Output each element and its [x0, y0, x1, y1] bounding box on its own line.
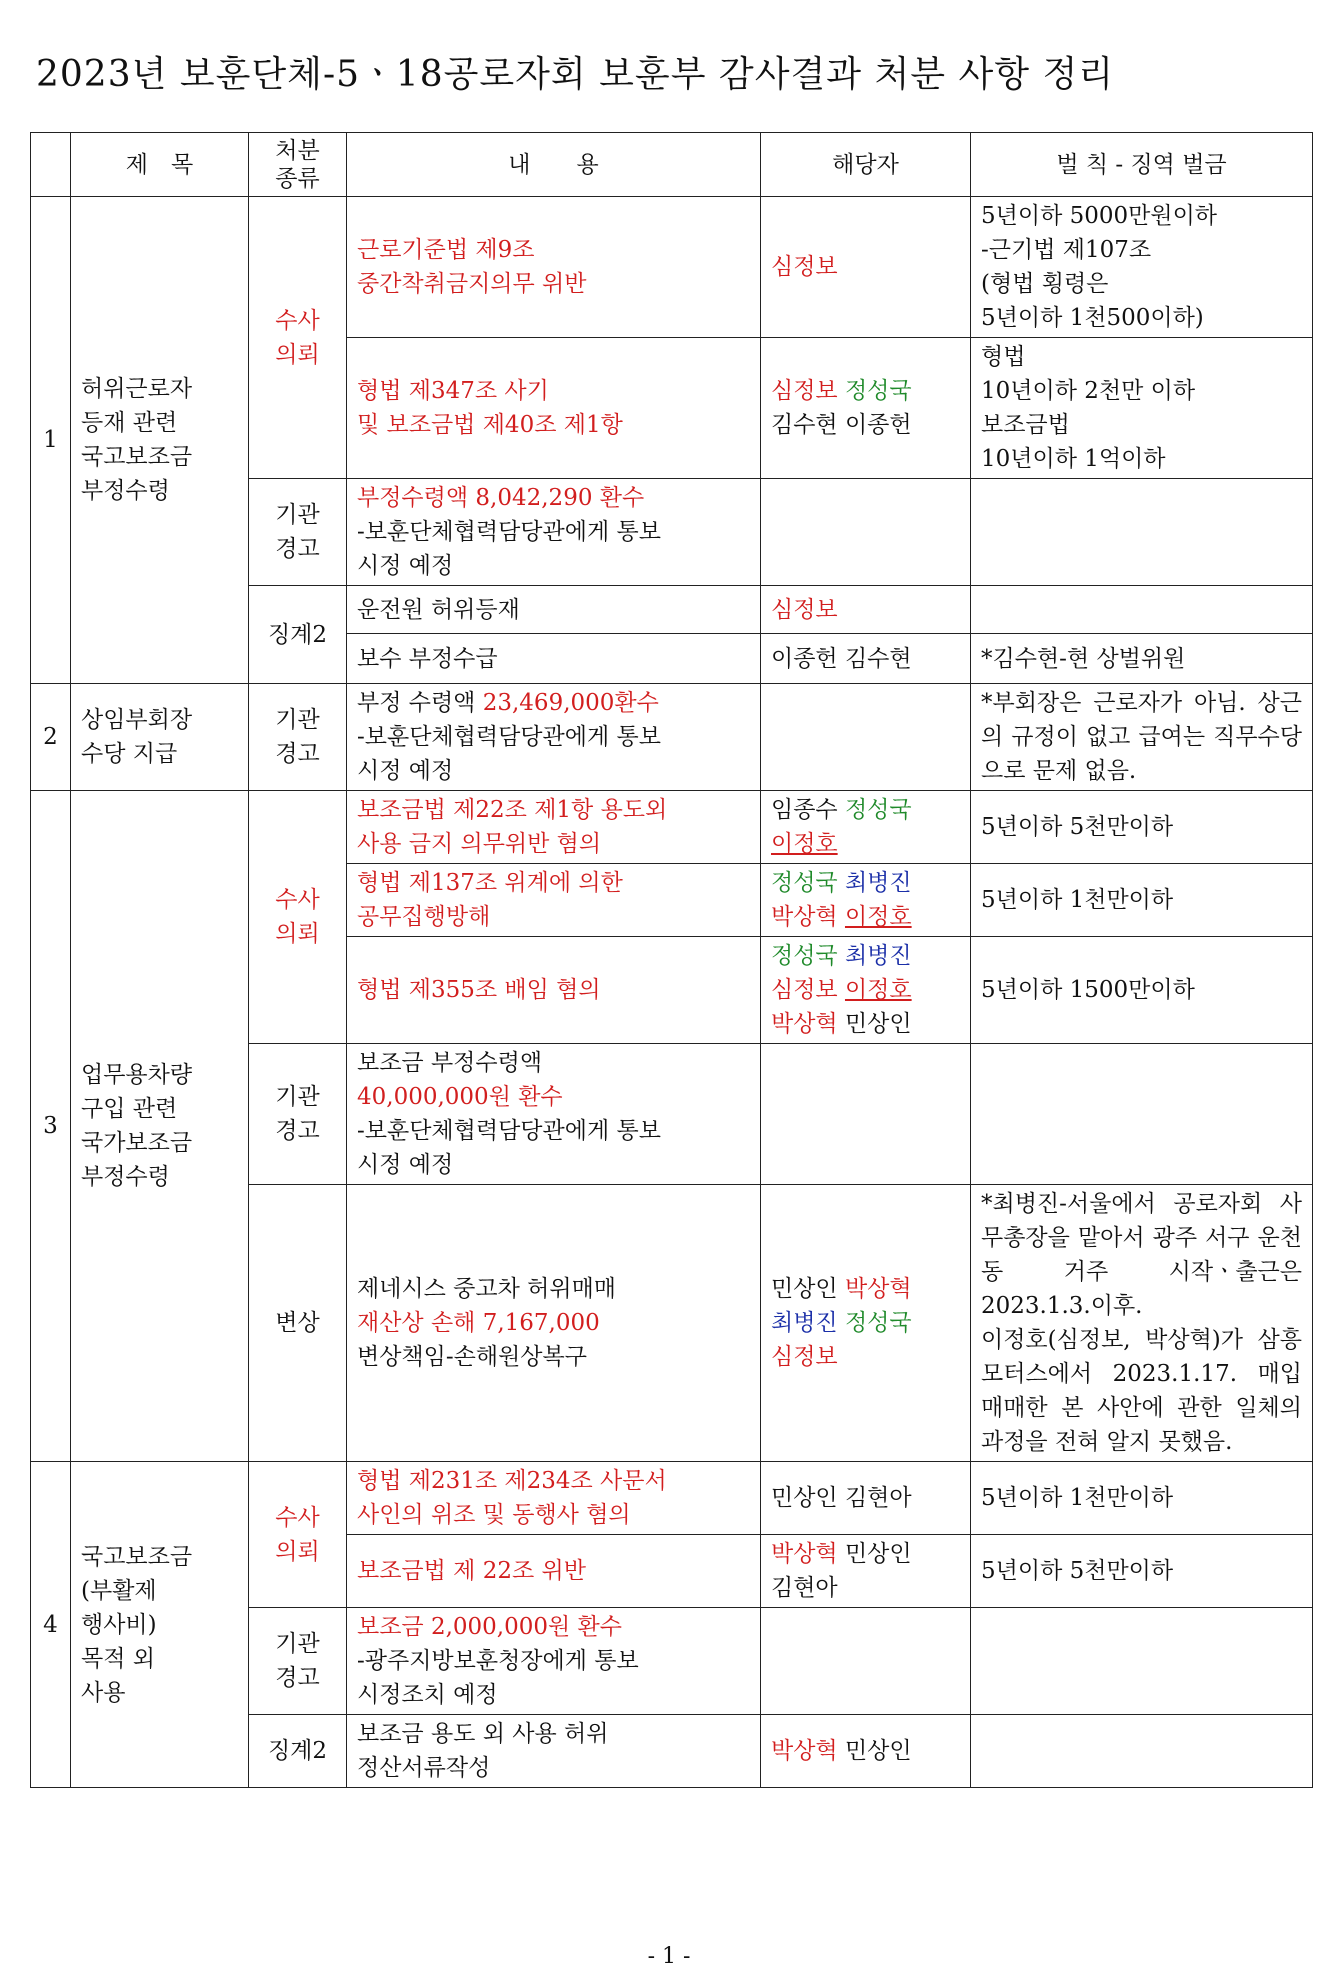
text-segment: 박상혁 — [771, 1738, 838, 1764]
text-segment: 정성국 — [771, 943, 838, 969]
disposition-type: 수사 의뢰 — [249, 197, 347, 479]
text-line — [357, 1080, 750, 1114]
content-cell — [347, 634, 761, 684]
content-cell — [347, 1715, 761, 1788]
text-line — [357, 1046, 750, 1080]
section-subject: 허위근로자 등재 관련 국고보조금 부정수령 — [71, 197, 249, 684]
person-cell — [761, 634, 971, 684]
text-line — [771, 250, 960, 284]
text-segment: 사용 금지 의무위반 혐의 — [357, 831, 602, 857]
content-cell — [347, 1185, 761, 1462]
text-segment: 최병진 — [844, 870, 912, 896]
text-line — [771, 793, 960, 827]
text-segment: 보조금 2,000,000원 환수 — [357, 1614, 622, 1640]
text-line — [357, 1272, 750, 1306]
text-segment: 시정조치 예정 — [357, 1682, 498, 1708]
text-line — [771, 900, 960, 934]
content-cell — [347, 1535, 761, 1608]
penalty-cell — [971, 479, 1313, 586]
text-segment: -광주지방보훈청장에게 통보 — [357, 1648, 639, 1674]
text-segment: 심정보 — [771, 378, 838, 404]
text-line — [357, 1751, 750, 1785]
text-segment: 이정호 — [844, 977, 912, 1003]
text-line — [357, 973, 750, 1007]
text-line — [357, 1340, 750, 1374]
text-segment: 형법 제137조 위계에 의한 — [357, 870, 623, 896]
person-cell — [761, 1185, 971, 1462]
person-cell — [761, 1535, 971, 1608]
text-line — [771, 866, 960, 900]
text-line — [771, 408, 960, 442]
text-line — [357, 267, 750, 301]
header-content: 내 용 — [347, 133, 761, 197]
text-segment: 시정 예정 — [357, 758, 454, 784]
text-line — [357, 481, 750, 515]
penalty-cell: 5년이하 1천만이하 — [971, 1462, 1313, 1535]
disposition-type: 수사 의뢰 — [249, 791, 347, 1044]
page-number: - 1 - — [647, 1944, 691, 1969]
text-segment: 민상인 — [837, 1011, 912, 1037]
text-segment: 시정 예정 — [357, 1152, 454, 1178]
penalty-cell — [971, 1715, 1313, 1788]
text-segment: 임종수 — [771, 797, 845, 823]
text-segment: 최병진 — [844, 943, 912, 969]
text-segment: 정산서류작성 — [357, 1755, 491, 1781]
text-segment: 형법 제231조 제234조 사문서 — [357, 1468, 667, 1494]
disposition-type: 기관 경고 — [249, 684, 347, 791]
penalty-cell: 5년이하 1500만이하 — [971, 937, 1313, 1044]
content-cell — [347, 1462, 761, 1535]
text-segment: 시정 예정 — [357, 553, 454, 579]
text-line — [357, 515, 750, 549]
content-cell — [347, 1044, 761, 1185]
text-segment: 정성국 — [844, 1310, 912, 1336]
penalty-cell: 5년이하 5천만이하 — [971, 1535, 1313, 1608]
penalty-cell: *최병진-서울에서 공로자회 사무총장을 맡아서 광주 서구 운천동 거주 시작ㆍ출근은 2023.1.3.이후. 이정호(심정보, 박상혁)가 삼흥모터스에서 2023.1.17. 매입 매매한 본 사안에 관한 일체의 과정을 전혀 알지 못했음. — [971, 1185, 1313, 1462]
text-line — [357, 1610, 750, 1644]
content-cell — [347, 586, 761, 634]
content-cell — [347, 1608, 761, 1715]
text-line — [357, 900, 750, 934]
text-line — [771, 1734, 960, 1768]
content-cell — [347, 479, 761, 586]
table-row — [31, 684, 1313, 791]
person-cell — [761, 864, 971, 937]
text-segment: 제네시스 중고차 허위매매 — [357, 1276, 617, 1302]
text-segment — [838, 943, 845, 969]
disposition-type: 기관 경고 — [249, 1044, 347, 1185]
person-cell — [761, 586, 971, 634]
text-segment: 최병진 — [771, 1310, 838, 1336]
disposition-type: 수사 의뢰 — [249, 1462, 347, 1608]
table-row — [31, 791, 1313, 864]
section-subject: 상임부회장 수당 지급 — [71, 684, 249, 791]
text-line — [771, 593, 960, 627]
text-segment: 사인의 위조 및 동행사 혐의 — [357, 1502, 631, 1528]
person-cell — [761, 1608, 971, 1715]
section-subject: 국고보조금 (부활제 행사비) 목적 외 사용 — [71, 1462, 249, 1788]
person-cell — [761, 479, 971, 586]
text-segment: 부정 수령액 — [357, 690, 483, 716]
penalty-cell — [971, 1044, 1313, 1185]
text-line — [357, 408, 750, 442]
text-line — [357, 1464, 750, 1498]
header-person: 해당자 — [761, 133, 971, 197]
text-segment — [838, 904, 845, 930]
disposition-type: 징계2 — [249, 1715, 347, 1788]
text-segment: -보훈단체협력담당관에게 통보 — [357, 519, 661, 545]
person-cell — [761, 1044, 971, 1185]
text-segment: 형법 제347조 사기 — [357, 378, 549, 404]
section-subject: 업무용차량 구입 관련 국가보조금 부정수령 — [71, 791, 249, 1462]
text-segment: 민상인 — [837, 1738, 912, 1764]
text-segment: 정성국 — [844, 797, 912, 823]
penalty-cell: 5년이하 5000만원이하 -근기법 제107조 (형법 횡령은 5년이하 1천500이하) — [971, 197, 1313, 338]
text-line — [357, 1498, 750, 1532]
text-segment: 심정보 — [771, 254, 838, 280]
person-cell — [761, 937, 971, 1044]
text-segment: 40,000,000원 환수 — [357, 1084, 563, 1110]
text-line — [357, 374, 750, 408]
text-segment: 민상인 — [771, 1276, 845, 1302]
header-subject: 제 목 — [71, 133, 249, 197]
text-segment: 운전원 허위등재 — [357, 596, 520, 623]
content-cell — [347, 684, 761, 791]
text-segment: 정성국 — [844, 378, 912, 404]
text-line — [771, 642, 960, 676]
text-segment: 변상책임-손해원상복구 — [357, 1344, 587, 1370]
text-line — [357, 549, 750, 583]
content-cell — [347, 864, 761, 937]
text-segment: 보조금법 제22조 제1항 용도외 — [357, 797, 668, 823]
text-line — [357, 866, 750, 900]
penalty-cell: 5년이하 5천만이하 — [971, 791, 1313, 864]
text-segment: 박상혁 — [771, 1541, 838, 1567]
text-segment: 이종헌 김수현 — [771, 645, 912, 672]
text-segment: 근로기준법 제9조 — [357, 237, 535, 263]
text-segment: 형법 제355조 배임 혐의 — [357, 977, 601, 1003]
text-segment: 심정보 — [771, 977, 838, 1003]
text-line — [357, 686, 750, 720]
text-line — [771, 1007, 960, 1041]
text-line — [357, 1678, 750, 1712]
text-line — [771, 973, 960, 1007]
section-number: 1 — [31, 197, 71, 684]
disposition-type: 징계2 — [249, 586, 347, 684]
text-line — [771, 374, 960, 408]
text-line — [357, 1306, 750, 1340]
table-row — [31, 1462, 1313, 1535]
text-line — [771, 1537, 960, 1571]
person-cell — [761, 791, 971, 864]
text-segment: 박상혁 — [771, 904, 838, 930]
text-segment: 보수 부정수급 — [357, 645, 498, 672]
text-line — [771, 1306, 960, 1340]
header-no — [31, 133, 71, 197]
section-number: 2 — [31, 684, 71, 791]
text-line — [357, 1554, 750, 1588]
text-line — [771, 1340, 960, 1374]
person-cell — [761, 338, 971, 479]
text-segment — [838, 1310, 845, 1336]
text-line — [771, 1571, 960, 1605]
text-segment: 및 보조금법 제40조 제1항 — [357, 412, 623, 438]
text-segment: 민상인 김현아 — [771, 1485, 912, 1511]
text-line — [357, 642, 750, 676]
text-line — [357, 827, 750, 861]
text-line — [357, 720, 750, 754]
text-line — [357, 593, 750, 627]
text-line — [771, 827, 960, 861]
text-segment: 심정보 — [771, 596, 838, 623]
text-segment: 박상혁 — [844, 1276, 912, 1302]
text-segment — [838, 977, 845, 1003]
content-cell — [347, 791, 761, 864]
section-number: 3 — [31, 791, 71, 1462]
person-cell — [761, 684, 971, 791]
content-cell — [347, 937, 761, 1044]
person-cell — [761, 1715, 971, 1788]
person-cell — [761, 197, 971, 338]
text-line — [357, 1114, 750, 1148]
text-segment: 심정보 — [771, 1344, 838, 1370]
text-segment: 공무집행방해 — [357, 904, 491, 930]
text-segment: 박상혁 — [771, 1011, 838, 1037]
text-line — [357, 1644, 750, 1678]
penalty-cell: *부회장은 근로자가 아님. 상근의 규정이 없고 급여는 직무수당으로 문제 없음. — [971, 684, 1313, 791]
text-segment: 보조금 부정수령액 — [357, 1050, 543, 1076]
text-line — [771, 1272, 960, 1306]
header-penalty: 벌 칙 - 징역 벌금 — [971, 133, 1313, 197]
text-segment: 정성국 — [771, 870, 838, 896]
penalty-cell — [971, 586, 1313, 634]
disposition-type: 기관 경고 — [249, 479, 347, 586]
penalty-cell: *김수현-현 상벌위원 — [971, 634, 1313, 684]
page-title: 2023년 보훈단체-5ㆍ18공로자회 보훈부 감사결과 처분 사항 정리 — [36, 54, 1115, 95]
section-number: 4 — [31, 1462, 71, 1788]
text-segment: 민상인 — [837, 1541, 912, 1567]
text-line — [357, 754, 750, 788]
text-segment: 재산상 손해 7,167,000 — [357, 1310, 600, 1336]
disposition-type: 기관 경고 — [249, 1608, 347, 1715]
text-line — [357, 1148, 750, 1182]
text-segment: 이정호 — [844, 904, 912, 930]
text-line — [771, 1481, 960, 1515]
text-segment — [838, 378, 845, 404]
penalty-cell: 5년이하 1천만이하 — [971, 864, 1313, 937]
text-segment: 보조금 용도 외 사용 허위 — [357, 1721, 609, 1747]
text-segment: 김현아 — [771, 1575, 838, 1601]
penalty-cell: 형법 10년이하 2천만 이하 보조금법 10년이하 1억이하 — [971, 338, 1313, 479]
text-line — [771, 939, 960, 973]
text-line — [357, 793, 750, 827]
table-row — [31, 197, 1313, 338]
disposition-type: 변상 — [249, 1185, 347, 1462]
text-segment: 중간착취금지의무 위반 — [357, 271, 587, 297]
text-line — [357, 233, 750, 267]
text-segment — [838, 870, 845, 896]
text-segment: -보훈단체협력담당관에게 통보 — [357, 724, 661, 750]
content-cell — [347, 338, 761, 479]
text-segment: 23,469,000환수 — [482, 690, 659, 716]
person-cell — [761, 1462, 971, 1535]
text-segment: 이정호 — [771, 831, 838, 857]
text-segment: 김수현 이종헌 — [771, 412, 912, 438]
audit-table — [30, 132, 1313, 1788]
text-line — [357, 1717, 750, 1751]
text-segment: -보훈단체협력담당관에게 통보 — [357, 1118, 661, 1144]
text-segment: 보조금법 제 22조 위반 — [357, 1558, 586, 1584]
header-type: 처분 종류 — [249, 133, 347, 197]
content-cell — [347, 197, 761, 338]
penalty-cell — [971, 1608, 1313, 1715]
text-segment: 부정수령액 8,042,290 환수 — [357, 485, 645, 511]
